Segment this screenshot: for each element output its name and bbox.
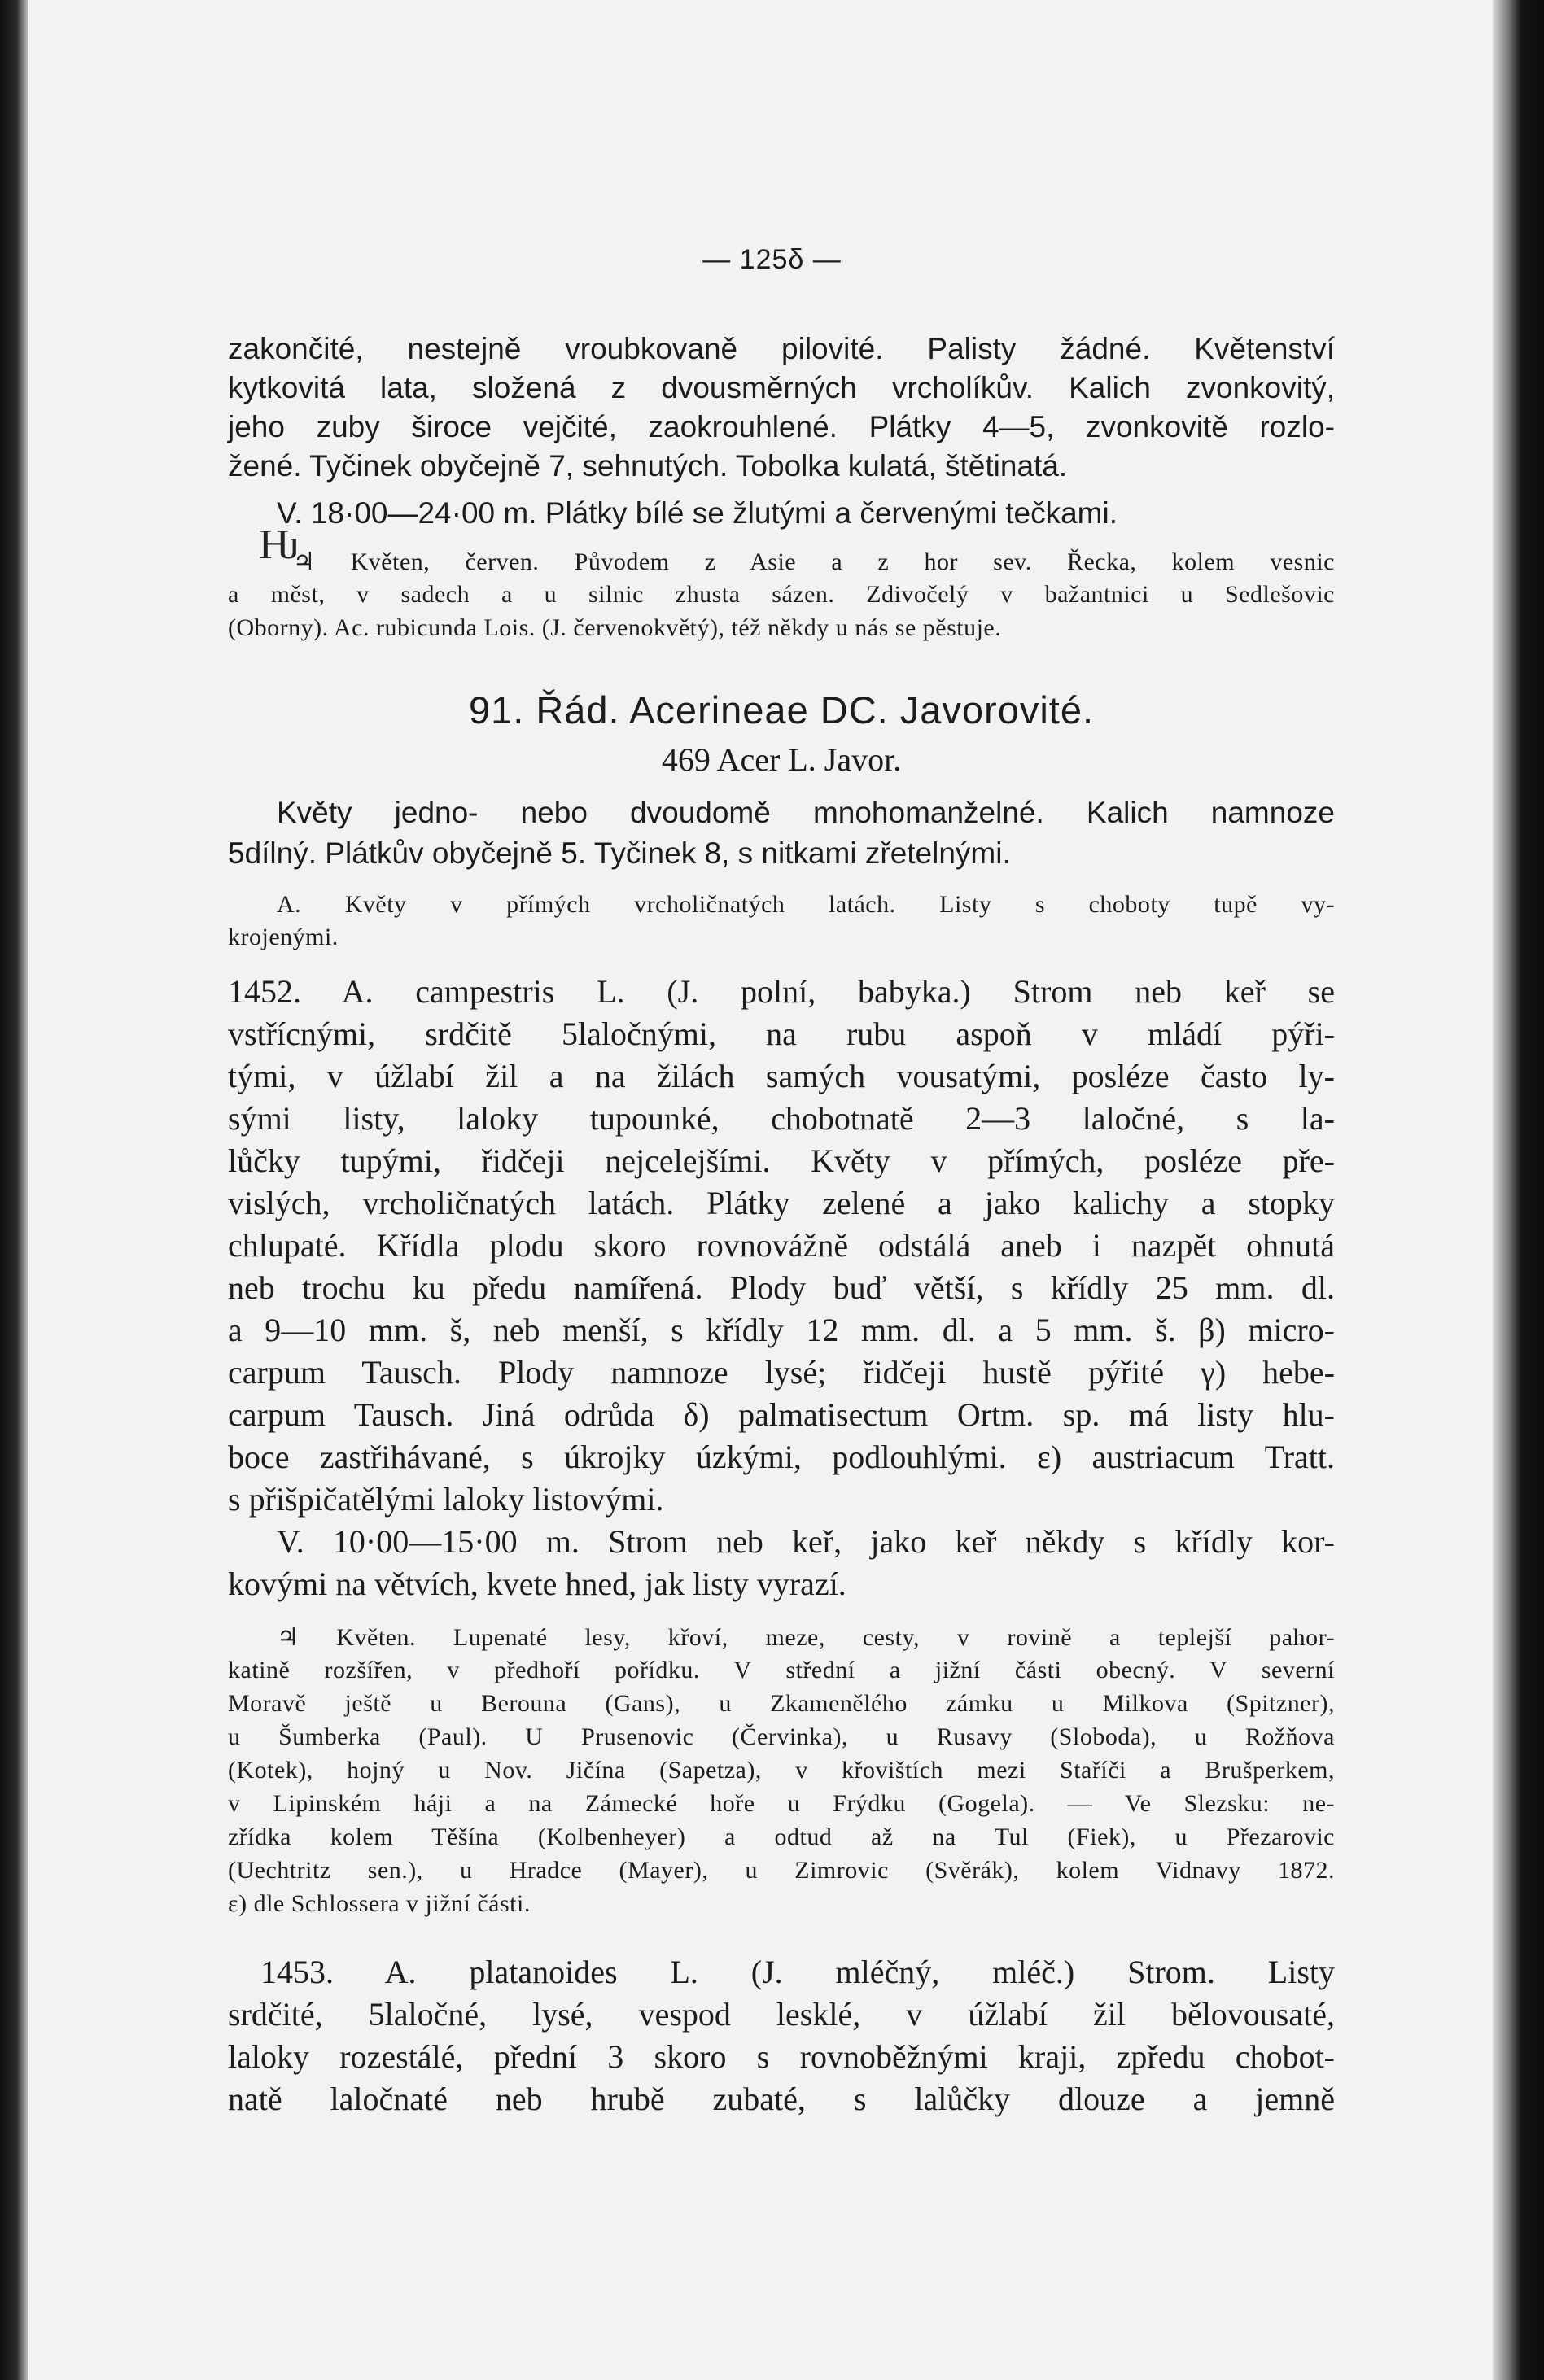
scan-left-edge bbox=[0, 0, 28, 2380]
text-line-small: Moravě ještě u Berouna (Gans), u Zkamenělého zámku u Milkova (Spitzner), bbox=[228, 1690, 1335, 1717]
handwritten-margin-mark: Ƕ bbox=[259, 522, 300, 568]
text-line: kytkovitá lata, složená z dvousměrných vrcholíkův. Kalich zvonkovitý, bbox=[228, 371, 1335, 404]
text-line: žené. Tyčinek obyčejně 7, sehnutých. Tobolka kulatá, štětinatá. bbox=[228, 449, 1068, 483]
text-line: tými, v úžlabí žil a na žilách samých vousatými, posléze často ly- bbox=[228, 1058, 1335, 1094]
text-line-small: (Uechtritz sen.), u Hradce (Mayer), u Zimrovic (Svěrák), kolem Vidnavy 1872. bbox=[228, 1857, 1335, 1884]
text-line: Květy jedno- nebo dvoudomě mnohomanželné. Kalich namnoze bbox=[277, 796, 1335, 829]
text-line: carpum Tausch. Plody namnoze lysé; řidčeji hustě pýřité γ) hebe- bbox=[228, 1354, 1335, 1391]
text-line-small: a měst, v sadech a u silnic zhusta sázen. Zdivočelý v bažantnici u Sedlešovic bbox=[228, 581, 1335, 608]
page-number: — 125δ — bbox=[702, 244, 842, 275]
text-line: kovými na větvích, kvete hned, jak listy vyrazí. bbox=[228, 1566, 846, 1602]
text-line: srdčité, 5laločné, lysé, vespod lesklé, v úžlabí žil bělovousaté, bbox=[228, 1996, 1335, 2033]
text-line: zakončité, nestejně vroubkovaně pilovité. Palisty žádné. Květenství bbox=[228, 332, 1335, 365]
text-line: lůčky tupými, řidčeji nejcelejšími. Květy v přímých, posléze pře- bbox=[228, 1142, 1335, 1179]
text-line: s přišpičatělými laloky listovými. bbox=[228, 1481, 664, 1518]
text-line-small: ε) dle Schlossera v jižní části. bbox=[228, 1890, 531, 1917]
text-line: 5dílný. Plátkův obyčejně 5. Tyčinek 8, s nitkami zřetelnými. bbox=[228, 836, 1011, 870]
text-line: boce zastřihávané, s úkrojky úzkými, podlouhlými. ε) austriacum Tratt. bbox=[228, 1439, 1335, 1475]
text-line-small: u Šumberka (Paul). U Prusenovic (Červinka), u Rusavy (Sloboda), u Rožňova bbox=[228, 1723, 1335, 1750]
text-line: jeho zuby široce vejčité, zaokrouhlené. Plátky 4—5, zvonkovitě rozlo- bbox=[228, 410, 1335, 443]
text-line: V. 18·00—24·00 m. Plátky bílé se žlutými a červenými tečkami. bbox=[277, 496, 1118, 530]
text-line-small: A. Květy v přímých vrcholičnatých latách. Listy s choboty tupě vy- bbox=[277, 891, 1335, 918]
text-line-small: (Oborny). Ac. rubicunda Lois. (J. červenokvětý), též někdy u nás se pěstuje. bbox=[228, 614, 1002, 641]
species-1452-header: 1452. A. campestris L. (J. polní, babyka.) Strom neb keř se bbox=[228, 973, 1335, 1010]
text-line-small: ♃ Květen, červen. Původem z Asie a z hor sev. Řecka, kolem vesnic bbox=[293, 548, 1335, 575]
text-line-small: v Lipinském háji a na Zámecké hoře u Frýdku (Gogela). — Ve Slezsku: ne- bbox=[228, 1790, 1335, 1817]
text-line-small: katině rozšířen, v předhoří pořídku. V střední a jižní části obecný. V severní bbox=[228, 1657, 1335, 1683]
text-line: neb trochu ku předu namířená. Plody buď větší, s křídly 25 mm. dl. bbox=[228, 1269, 1335, 1306]
genus-heading: 469 Acer L. Javor. bbox=[661, 741, 902, 778]
scan-right-edge bbox=[1493, 0, 1544, 2380]
text-line-small: krojenými. bbox=[228, 924, 339, 950]
text-line-small: zřídka kolem Těšína (Kolbenheyer) a odtud až na Tul (Fiek), u Přezarovic bbox=[228, 1823, 1335, 1850]
species-1453-header: 1453. A. platanoides L. (J. mléčný, mléč.) Strom. Listy bbox=[260, 1954, 1335, 1990]
order-heading: 91. Řád. Acerineae DC. Javorovité. bbox=[468, 688, 1095, 731]
text-line-small: (Kotek), hojný u Nov. Jičína (Sapetza), v křovištích mezi Staříči a Brušperkem, bbox=[228, 1757, 1335, 1784]
text-line: a 9—10 mm. š, neb menší, s křídly 12 mm. dl. a 5 mm. š. β) micro- bbox=[228, 1312, 1335, 1348]
text-line: carpum Tausch. Jiná odrůda δ) palmatisectum Ortm. sp. má listy hlu- bbox=[228, 1396, 1335, 1433]
text-line: vislých, vrcholičnatých latách. Plátky zelené a jako kalichy a stopky bbox=[228, 1185, 1335, 1221]
text-line: vstřícnými, srdčitě 5laločnými, na rubu aspoň v mládí pýři- bbox=[228, 1015, 1335, 1052]
text-line-small: ♃ Květen. Lupenaté lesy, křoví, meze, cesty, v rovině a teplejší pahor- bbox=[277, 1624, 1335, 1651]
text-line: V. 10·00—15·00 m. Strom neb keř, jako keř někdy s křídly kor- bbox=[277, 1523, 1335, 1560]
text-line: chlupaté. Křídla plodu skoro rovnovážně odstálá aneb i nazpět ohnutá bbox=[228, 1227, 1335, 1264]
text-line: sými listy, laloky tupounké, chobotnatě 2—3 laločné, s la- bbox=[228, 1100, 1335, 1137]
text-line: natě laločnaté neb hrubě zubaté, s lalůčky dlouze a jemně bbox=[228, 2081, 1335, 2117]
text-line: laloky rozestálé, přední 3 skoro s rovnoběžnými kraji, zpředu chobot- bbox=[228, 2038, 1335, 2075]
